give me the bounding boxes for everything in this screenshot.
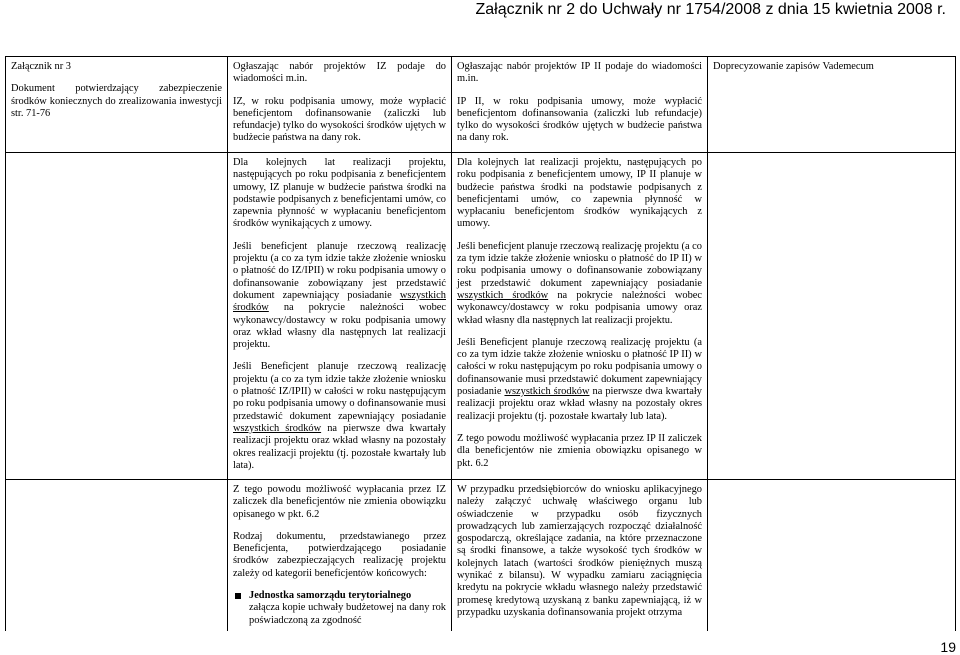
cell-justification [708,57,956,153]
comparison-table [5,56,956,631]
proposed-paragraph: IP II, w roku podpisania umowy, może wypłacić beneficjentom dofinansowania (zaliczki lub refundacje) tylko do wysokości środków ujętych w budżecie państwa na dany rok. [457,95,702,144]
current-intro: Ogłaszając nabór projektów IZ podaje do wiadomości m.in. [233,61,446,85]
cell-empty [6,153,228,480]
proposed-paragraph: Z tego powodu możliwość wypłacania przez IP II zaliczek dla beneficjentów nie zmienia obowiązku opisanego w pkt. 6.2 [457,432,702,469]
current-paragraph: Rodzaj dokumentu, przedstawianego przez Beneficjenta, potwierdzającego posiadanie środków zabezpieczających realizację projektu zależy od kategorii beneficjentów końcowych: [233,530,446,579]
proposed-paragraph: Jeśli Beneficjent planuje rzeczową realizację projektu (a co za tym idzie także złożenie wniosku o płatność IP II) w całości w roku następującym po roku podpisania umowy o dofinansowanie musi przedstawić dokument zapewniający posiadanie wszystkich środków na pierwsze dwa kwartały realizacji projektu oraz wkład własny na pozostały okres realizacji projektu (tj. pozostałe kwartały lub lata). [457,336,702,422]
cell-current-text [228,153,452,480]
current-paragraph: IZ, w roku podpisania umowy, może wypłacić beneficjentom dofinansowanie (zaliczki lub refundacje) tylko do wysokości środków ujętych w budżecie państwa na dany rok. [233,95,446,144]
list-item: Jednostka samorządu terytorialnego załącza kopie uchwały budżetowej na dany rok poświadczoną za zgodność [233,590,446,627]
cell-reference [6,57,228,153]
proposed-paragraph: W przypadku przedsiębiorców do wniosku aplikacyjnego należy załączyć uchwałę właściwego organu lub oświadczenie w przypadku osób fizycznych prowadzących lub zamierzających rozpocząć działalność gospodarczą, określające zadania, na które przeznaczone są środki finansowe, a także wysokość tych środków w kolejnych latach (wartości środków pieniężnych muszą wynikać z bilansu). W wypadku zamiaru zaciągnięcia kredytu na pokrycie wkładu własnego należy przedstawić promesę kredytową uzyskaną z banku zapewniającą, iż w przypadku uzyskania dofinansowania projekt otrzyma [457,484,702,618]
cell-proposed-text [452,57,708,153]
current-paragraph: Z tego powodu możliwość wypłacania przez IZ zaliczek dla beneficjentów nie zmienia obowiązku opisanego w pkt. 6.2 [233,484,446,520]
proposed-paragraph: Jeśli beneficjent planuje rzeczową realizację projektu (a co za tym idzie także złożenie wniosku o płatność do IP II) w roku podpisania umowy o dofinansowanie zobowiązany jest przedstawić dokument zapewniający posiadanie wszystkich środków na pokrycie należności wobec wykonawcy/dostawcy w roku podpisania umowy oraz wkład własny dla następnych lat realizacji projektu. [457,240,702,326]
proposed-intro: Ogłaszając nabór projektów IP II podaje do wiadomości m.in. [457,61,702,85]
reference-title: Załącznik nr 3 [11,61,72,72]
cell-empty [708,480,956,631]
justification-text: Doprecyzowanie zapisów Vademecum [713,61,874,72]
cell-empty [6,480,228,631]
table-row [6,480,956,631]
page-number: 19 [940,639,956,655]
current-paragraph: Dla kolejnych lat realizacji projektu, następujących po roku podpisania z beneficjentem umowy, IZ planuje w budżecie państwa środki na podstawie podpisanych z beneficjentami umów, co zapewnia płynność w wypłacaniu beneficjentom środków wynikających z umowy. [233,157,446,230]
square-bullet-icon [235,593,241,599]
table-row [6,57,956,153]
proposed-paragraph: Dla kolejnych lat realizacji projektu, następujących po roku podpisania z beneficjentem umowy, IP II planuje w budżecie państwa środki na podstawie podpisanych z beneficjentami umów, co zapewnia płynność w wypłacaniu beneficjentom środków wynikających z umowy. [457,157,702,230]
cell-empty [708,153,956,480]
cell-current-text [228,480,452,631]
document-header-title: Załącznik nr 2 do Uchwały nr 1754/2008 z dnia 15 kwietnia 2008 r. [475,1,946,18]
cell-proposed-text [452,153,708,480]
current-paragraph: Jeśli Beneficjent planuje rzeczową realizację projektu (a co za tym idzie także złożenie wniosku o płatność IZ/IPII) w całości w roku następującym po roku podpisania umowy o dofinansowanie musi przedstawić dokument zapewniający posiadanie wszystkich środków na pierwsze dwa kwartały realizacji projektu oraz wkład własny na pozostały okres realizacji projektu (tj. pozostałe kwartały lub lata). [233,361,446,471]
reference-description: Dokument potwierdzający zabezpieczenie środków koniecznych do zrealizowania inwestycji str. 71-76 [11,83,222,119]
cell-current-text [228,57,452,153]
current-paragraph: Jeśli beneficjent planuje rzeczową realizację projektu (a co za tym idzie także złożenie wniosku o płatność do IZ/IPII) w roku podpisania umowy o dofinansowanie zobowiązany jest przedstawić dokument zapewniający posiadanie wszystkich środków na pokrycie należności wobec wykonawcy/dostawcy w roku podpisania umowy oraz wkład własny dla następnych lat realizacji projektu. [233,240,446,351]
table-row [6,153,956,480]
cell-proposed-text [452,480,708,631]
